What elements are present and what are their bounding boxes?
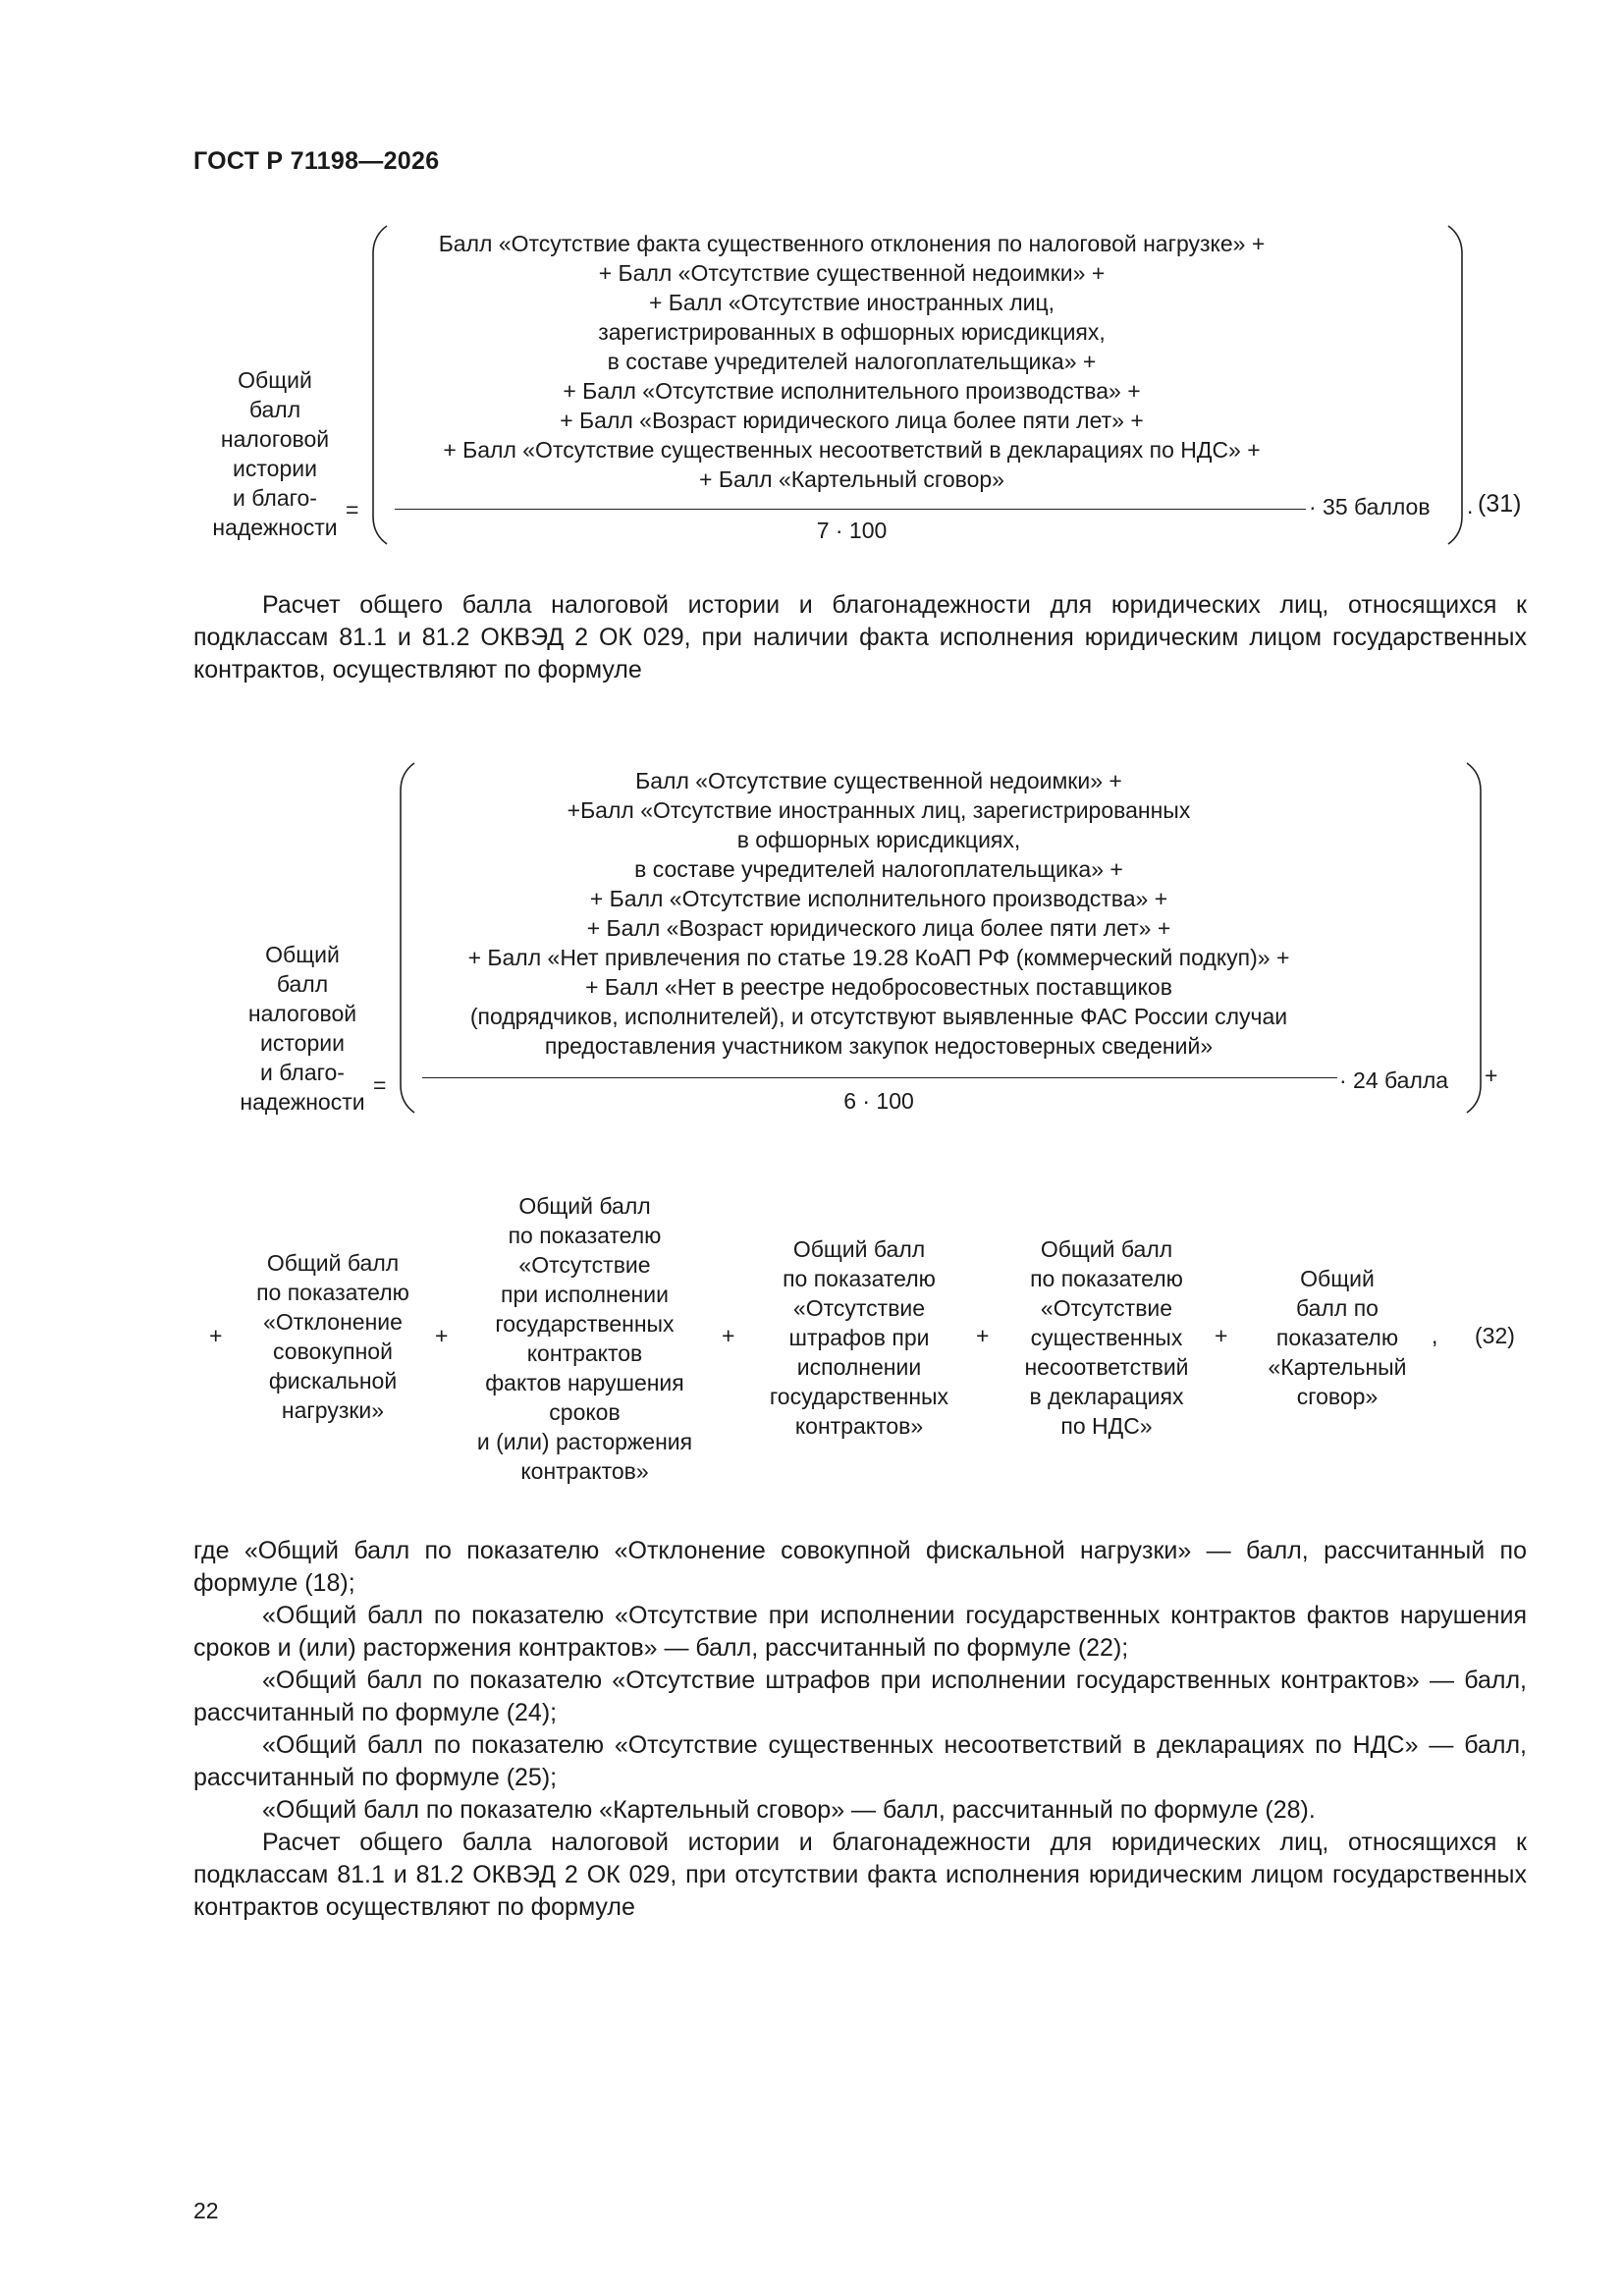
- term-line: фискальной: [268, 1368, 398, 1394]
- paragraph-text: Расчет общего балла налоговой истории и благонадежности для юридических лиц, относящихся к подклассам 81.1 и 81.2 ОКВЭД 2 ОК 029, при наличии факта исполнения юридическим лицом государственных контрактов, осуществляют по формуле: [193, 591, 1527, 683]
- term-line: балл по: [1296, 1295, 1379, 1321]
- numerator-line: зарегистрированных в офшорных юрисдикциях,: [598, 319, 1106, 345]
- numerator-line: Балл «Отсутствие существенной недоимки» +: [635, 768, 1122, 793]
- term-line: по показателю: [1030, 1266, 1183, 1291]
- plus-sign: +: [209, 1323, 223, 1348]
- label-line: налоговой: [247, 1001, 357, 1026]
- term-contract-violations: [450, 1191, 720, 1486]
- numerator-line: (подрядчиков, исполнителей), и отсутствуют выявленные ФАС России случаи: [469, 1004, 1288, 1029]
- numerator-line: в составе учредителей налогоплательщика» +: [607, 349, 1097, 374]
- term-line: сроков: [549, 1399, 621, 1425]
- term-line: по НДС»: [1060, 1413, 1153, 1439]
- term-line: фактов нарушения: [485, 1370, 684, 1395]
- numerator-line: + Балл «Отсутствие существенной недоимки» +: [598, 260, 1106, 286]
- term-line: по показателю: [508, 1223, 662, 1248]
- numerator-line: + Балл «Отсутствие иностранных лиц,: [648, 290, 1055, 315]
- term-line: «Отсутствие: [518, 1252, 651, 1278]
- plus-sign: +: [722, 1323, 735, 1348]
- label-line: балл: [276, 971, 329, 997]
- numerator-line: + Балл «Отсутствие существенных несоответствий в декларациях по НДС» +: [443, 437, 1261, 463]
- multiplier: · 24 балла: [1339, 1067, 1449, 1093]
- numerator-line: + Балл «Возраст юридического лица более пяти лет» +: [586, 915, 1171, 941]
- term-line: и (или) расторжения: [476, 1429, 693, 1454]
- where-item: где «Общий балл по показателю «Отклонение совокупной фискальной нагрузки» — балл, рассчитанный по формуле (18);: [193, 1537, 1527, 1597]
- fraction-bar: [422, 1077, 1337, 1078]
- term-vat-discrepancies: [994, 1234, 1219, 1441]
- formula-31-left-label: [196, 365, 353, 542]
- term-line: «Отклонение: [263, 1309, 403, 1335]
- formula-31-numerator: [388, 229, 1316, 494]
- formula-32-left-label: [224, 940, 381, 1117]
- label-line: истории: [233, 456, 317, 481]
- term-line: Общий балл: [518, 1193, 651, 1219]
- label-line: Общий: [238, 367, 312, 393]
- numerator-line: Балл «Отсутствие факта существенного отклонения по налоговой нагрузке» +: [438, 231, 1266, 256]
- equals-sign: =: [373, 1072, 387, 1098]
- term-line: Общий балл: [266, 1250, 400, 1276]
- term-line: при исполнении: [501, 1282, 669, 1307]
- where-item: «Общий балл по показателю «Картельный сговор» — балл, рассчитанный по формуле (28).: [262, 1796, 1316, 1824]
- paragraph-intro-32: [193, 589, 1527, 686]
- term-line: существенных: [1030, 1325, 1183, 1350]
- label-line: налоговой: [220, 426, 330, 452]
- term-line: исполнении: [796, 1354, 922, 1380]
- label-line: истории: [260, 1030, 345, 1056]
- term-line: государственных: [495, 1311, 675, 1337]
- right-parenthesis: [1463, 761, 1485, 1117]
- term-line: Общий: [1300, 1266, 1375, 1291]
- term-line: показателю: [1275, 1325, 1399, 1350]
- plus-sign: +: [435, 1323, 449, 1348]
- term-line: по показателю: [256, 1280, 409, 1305]
- label-line: и благо-: [260, 1060, 345, 1085]
- where-item: «Общий балл по показателю «Отсутствие при исполнении государственных контрактов фактов нарушения сроков и (или) расторжения контрактов» — балл, рассчитанный по формуле (22);: [193, 1602, 1527, 1662]
- left-parenthesis: [397, 761, 418, 1117]
- denominator: 6 · 100: [843, 1088, 914, 1114]
- label-line: надежности: [212, 515, 338, 540]
- term-line: нагрузки»: [281, 1397, 385, 1423]
- term-line: «Картельный: [1268, 1354, 1407, 1380]
- formula-number: (31): [1478, 490, 1522, 518]
- term-line: совокупной: [273, 1339, 393, 1364]
- where-item: «Общий балл по показателю «Отсутствие штрафов при исполнении государственных контрактов» — балл, рассчитанный по формуле (24);: [193, 1667, 1527, 1726]
- formula-32-numerator: [417, 766, 1340, 1061]
- formula-31-tail: .: [1467, 493, 1474, 519]
- term-line: в декларациях: [1029, 1384, 1184, 1409]
- numerator-line: + Балл «Картельный сговор»: [699, 466, 1004, 492]
- term-fiscal-load: [230, 1248, 436, 1425]
- term-contract-fines: [741, 1234, 977, 1441]
- numerator-line: +Балл «Отсутствие иностранных лиц, зарегистрированных: [567, 797, 1191, 823]
- where-clause: [193, 1535, 1527, 1924]
- numerator-line: в офшорных юрисдикциях,: [736, 827, 1021, 852]
- where-item: «Общий балл по показателю «Отсутствие существенных несоответствий в декларациях по НДС» — балл, рассчитанный по формуле (25);: [193, 1731, 1527, 1791]
- term-line: «Отсутствие: [792, 1295, 926, 1321]
- plus-sign: +: [1215, 1323, 1228, 1348]
- document-header: ГОСТ Р 71198—2026: [193, 147, 440, 175]
- term-line: контрактов»: [520, 1458, 649, 1484]
- comma: ,: [1432, 1323, 1438, 1348]
- equals-sign: =: [346, 497, 359, 522]
- numerator-line: в составе учредителей налогоплательщика» +: [634, 856, 1123, 882]
- term-line: сговор»: [1296, 1384, 1379, 1409]
- term-line: несоответствий: [1024, 1354, 1189, 1380]
- numerator-line: + Балл «Нет в реестре недобросовестных поставщиков: [585, 974, 1172, 1000]
- fraction-bar: [395, 509, 1306, 510]
- term-line: Общий балл: [792, 1236, 926, 1262]
- formula-number: (32): [1475, 1323, 1515, 1348]
- label-line: балл: [248, 397, 301, 422]
- numerator-line: + Балл «Отсутствие исполнительного производства» +: [589, 886, 1168, 911]
- numerator-line: + Балл «Нет привлечения по статье 19.28 КоАП РФ (коммерческий подкуп)» +: [467, 945, 1290, 970]
- multiplier: · 35 баллов: [1309, 494, 1431, 519]
- numerator-line: + Балл «Отсутствие исполнительного производства» +: [563, 378, 1141, 404]
- plus-sign: +: [976, 1323, 990, 1348]
- right-parenthesis: [1444, 224, 1466, 548]
- term-line: Общий балл: [1040, 1236, 1173, 1262]
- term-line: контрактов: [526, 1340, 643, 1366]
- paragraph-text: Расчет общего балла налоговой истории и благонадежности для юридических лиц, относящихся к подклассам 81.1 и 81.2 ОКВЭД 2 ОК 029, при отсутствии факта исполнения юридическим лицом государственных контрактов осуществляют по формуле: [193, 1829, 1527, 1921]
- term-cartel: [1239, 1264, 1438, 1411]
- term-line: «Отсутствие: [1040, 1295, 1173, 1321]
- label-line: Общий: [265, 942, 340, 967]
- term-line: контрактов»: [794, 1413, 924, 1439]
- page-number: 22: [193, 2198, 219, 2223]
- numerator-line: + Балл «Возраст юридического лица более пяти лет» +: [560, 408, 1144, 433]
- term-line: по показателю: [783, 1266, 936, 1291]
- term-line: штрафов при: [788, 1325, 930, 1350]
- formula-32-tail-plus: +: [1485, 1063, 1498, 1088]
- numerator-line: предоставления участником закупок недостоверных сведений»: [544, 1033, 1214, 1059]
- label-line: надежности: [240, 1089, 365, 1115]
- term-line: государственных: [769, 1384, 949, 1409]
- denominator: 7 · 100: [816, 518, 888, 543]
- label-line: и благо-: [233, 485, 317, 511]
